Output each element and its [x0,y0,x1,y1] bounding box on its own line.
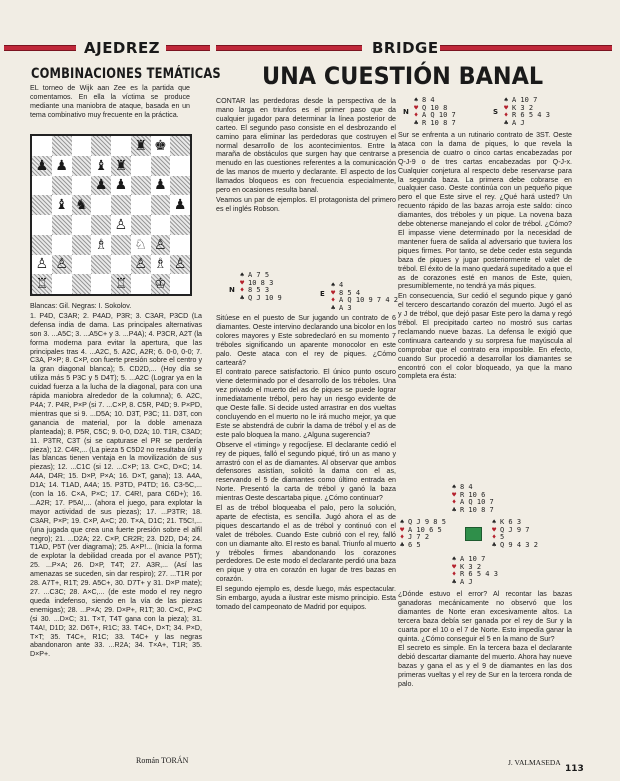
board-square [131,215,151,235]
board-square [72,156,92,176]
board-square [52,176,72,196]
chess-piece: ♝ [94,157,108,174]
spade-icon: ♠ [414,96,419,104]
paragraph: Sitúese en el puesto de Sur jugando un contrato de 6 diamantes. Oeste intervino declarando una bicolor en los colores mayores y Este sobredeclaró en su momento 7 tréboles significando un aparente monocolor en este palo. Oeste ataca con el rey de piques. ¿Cómo carteará? [216,314,396,367]
board-square [131,195,151,215]
chess-piece: ♗ [94,236,108,253]
suit-cards: Q 9 4 3 2 [500,540,538,549]
board-square [170,235,190,255]
board-square [32,195,52,215]
suit-cards: A 10 7 [512,96,538,104]
board-square [52,215,72,235]
board-square [151,274,171,294]
paragraph: Sur se enfrenta a un rutinario contrato de 3ST. Oeste ataca con la dama de piques, lo que revela la presencia de cuatro o cinco cartas encabezadas por Q-J-9 o de tres cartas encabezadas por Q-J-x. Cualquier conjetura al respecto debe reservarse para la segunda baza. La primera debe cobrarse en cualquier caso. Oeste continúa con un pequeño pique pero el que Este sirve el rey. ¿Qué hará usted? Un recuento rápido de las bazas arroja este saldo: cinco diamantes, dos tréboles y un pique. La novena baza debe obtenerse manejando el color de trébol. ¿Cómo? El impasse viene determinado por la necesidad de mantener fuera de salida al adversario que tuviera los piques firmes. Por tanto, se debe ceder esta segunda baza de piques y jugar posteriormente el valet de trébol. El éxito de la mano quedará supeditado a que el as de corazones esté en manos de Este, quien, presumiblemente, no tendrá ya más piques. [398,131,572,291]
bridge-col1-intro [216,97,396,269]
bridge-col1-body [216,314,396,766]
board-square [91,195,111,215]
heart-icon: ♥ [452,490,457,499]
chess-section-header: AJEDREZ [84,39,161,57]
spade-icon: ♠ [331,281,336,289]
board-square [111,156,131,176]
deal2-south-label: S [493,108,499,116]
deal2-south-hand [504,97,550,127]
suit-cards: R 10 8 7 [422,118,456,127]
bridge-article-title: UNA CUESTIÓN BANAL [262,62,544,90]
board-square [131,235,151,255]
paragraph: CONTAR las perdedoras desde la perspectiva de la mano larga en triunfos es el primer paso que da cualquier jugador para determinar la línea posterior de carteo. El segundo paso consiste en el desbrozando el camino para eliminar las perdedoras que costruyen el normal desarrollo de los acontecimientos. Entre la maraña de obstáculos que surgen hay que centrarse a menudo en las cuestiones referentes a la comunicación de las manos de muerto y declarante. El aspecto de los llamados bloqueos es con frecuencia especialmente, pero en ocasiones resulta banal. [216,97,396,195]
heart-icon: ♥ [400,525,405,534]
chess-header-bar-left [4,45,76,51]
suit-cards: 10 8 3 [248,278,274,287]
suit-cards: A J [460,577,473,586]
chess-piece: ♗ [154,256,167,273]
chess-header-bar-right [166,45,210,51]
suit-cards: J 7 2 [408,533,430,542]
chess-game-text [30,302,202,742]
suit-cards: K 3 2 [460,562,482,571]
board-square [111,274,131,294]
heart-icon: ♥ [414,103,419,112]
board-square [32,235,52,255]
club-icon: ♣ [400,540,405,549]
spade-icon: ♠ [504,96,509,104]
board-square [111,215,131,235]
hand-suit-line [504,112,550,120]
board-square [91,274,111,294]
suit-cards: 8 4 [460,483,473,491]
suit-cards: 8 5 4 [339,288,361,297]
board-square [170,136,190,156]
deal3-east-hand [492,519,538,549]
chess-piece: ♙ [35,256,49,273]
spade-icon: ♠ [400,518,405,526]
suit-cards: Q 10 8 [422,103,448,112]
club-icon: ♣ [452,505,457,514]
heart-icon: ♥ [240,278,245,287]
chess-piece: ♟ [173,197,187,214]
board-square [72,136,92,156]
paragraph: Veamos un par de ejemplos. El protagonista del primero es el inglés Robson. [216,195,396,213]
board-square [32,176,52,196]
board-square [91,156,111,176]
heart-icon: ♥ [492,525,497,534]
diamond-icon: ♦ [331,296,336,305]
board-square [52,136,72,156]
board-square [131,255,151,275]
diamond-icon: ♦ [400,533,405,542]
chess-piece: ♟ [55,157,68,174]
suit-cards: A 3 [339,303,352,312]
suit-cards: K 3 2 [512,103,534,112]
board-square [151,255,171,275]
board-square [170,176,190,196]
chess-piece: ♙ [114,216,128,233]
board-square [111,235,131,255]
club-icon: ♣ [452,577,457,586]
chess-piece: ♖ [35,276,49,293]
board-square [111,176,131,196]
hand-suit-line [400,534,446,542]
spade-icon: ♠ [240,271,245,279]
club-icon: ♣ [492,540,497,549]
bridge-header-bar-left [216,45,362,51]
board-square [52,195,72,215]
chess-piece: ♚ [154,137,167,154]
suit-cards: R 6 5 4 3 [460,570,498,579]
board-square [32,274,52,294]
deal1-east-label: E [320,290,325,298]
board-square [72,235,92,255]
suit-cards: A Q 10 7 [460,498,494,507]
diamond-icon: ♦ [504,111,509,120]
hand-suit-line [452,571,498,579]
deal1-north-hand [240,272,282,302]
suit-cards: Q J 9 8 5 [408,518,446,526]
paragraph: El secreto es simple. En la tercera baza el declarante debió descartar diamante del muerto. Ahora hay nueve bazas y gana el as y el 9 de diamantes en las dos primeras vueltas y el rey de Sur en la tercera ronda de palo. [398,644,572,689]
deal3-table [465,527,482,541]
deal2-north-hand [414,97,456,127]
paragraph: Observe el «timing» y regocíjese. El declarante cedió el rey de piques, falló el segundo piqué, tiró un as mano y arrastró con el as de diamantes. Al observar que ambos defensores asistían, solicitó la dama con el as, reservando el 5 de diamantes como último entrada en Norte. Presentó la carta de trébol y ganó la baza mientras Oeste descartaba pique. ¿Cómo continuar? [216,440,396,503]
deal1-east-hand [331,282,398,312]
heart-icon: ♥ [452,562,457,571]
board-square [91,136,111,156]
board-square [131,274,151,294]
suit-cards: R 6 5 4 3 [512,111,550,120]
chess-piece: ♙ [134,256,147,273]
bridge-col2-conclusion [398,590,572,740]
suit-cards: K 6 3 [500,518,522,526]
hand-suit-line [452,579,498,587]
suit-cards: 5 [500,533,505,542]
board-square [91,215,111,235]
chess-piece: ♙ [55,256,68,273]
deal2-north-label: N [403,108,409,116]
paragraph: El segundo ejemplo es, desde luego, más espectacular. Sin embargo, ayuda a ilustrar este mismo principio. Esta tomado del campeonato de Madrid por equipos. [216,585,396,611]
board-square [91,255,111,275]
board-square [151,235,171,255]
paragraph: En consecuencia, Sur cedió el segundo pique y ganó el tercero descartando corazón del muerto. Jugó el as y J de trébol, que dejó pasar Este pero la dama y regó trébol. El precipitado carteo no mostró sus cartas reclamando nueve bazas. La defensa le exigió que continuara carteando y su sorpresa fue mayúscula al comprobar que el contrato era imposible. En efecto, cuando Sur procedió a desarrollar los diamantes se encontró con el color bloqueado, ya que la mano completa era ésta: [398,292,572,381]
chess-piece: ♟ [114,177,128,194]
bridge-col2-body [398,131,572,479]
diamond-icon: ♦ [414,111,419,120]
diamond-icon: ♦ [452,570,457,579]
bridge-author: J. VALMASEDA [508,758,561,767]
hand-suit-line [492,542,538,550]
board-square [91,176,111,196]
board-square [131,156,151,176]
club-icon: ♣ [240,293,245,302]
page-number: 113 [565,764,584,774]
diamond-icon: ♦ [452,498,457,507]
board-square [170,156,190,176]
chess-author: Román TORÁN [136,756,189,765]
board-square [52,274,72,294]
chess-intro [30,84,190,130]
suit-cards: A Q 10 7 [422,111,456,120]
board-square [91,235,111,255]
board-square [131,176,151,196]
club-icon: ♣ [331,303,336,312]
bridge-header-bar-right [440,45,612,51]
board-square [52,255,72,275]
suit-cards: 8 4 [422,96,435,104]
chess-piece: ♟ [35,157,49,174]
board-square [111,195,131,215]
suit-cards: A 7 5 [248,271,270,279]
board-square [151,215,171,235]
hand-suit-line [504,120,550,128]
suit-cards: R 10 6 [460,490,486,499]
board-square [151,136,171,156]
suit-cards: A Q 10 9 7 4 2 [339,296,399,305]
hand-suit-line [452,507,494,515]
chess-piece: ♜ [134,137,147,154]
deal1-north-label: N [229,286,235,294]
suit-cards: A 10 6 5 [408,525,442,534]
suit-cards: R 10 8 7 [460,505,494,514]
club-icon: ♣ [414,118,419,127]
chess-piece: ♖ [114,276,128,293]
chess-piece: ♙ [154,236,167,253]
suit-cards: Q J 10 9 [248,293,282,302]
chess-board [30,134,192,296]
paragraph: Blancas: Gil. Negras: I. Sokolov. [30,302,132,310]
board-square [32,136,52,156]
deal3-south-hand [452,556,498,586]
board-square [72,255,92,275]
diamond-icon: ♦ [240,286,245,295]
board-square [111,136,131,156]
board-square [72,274,92,294]
spade-icon: ♠ [452,555,457,563]
hand-suit-line [492,527,538,535]
chess-piece: ♜ [114,157,128,174]
suit-cards: 6 5 [408,540,421,549]
spade-icon: ♠ [452,483,457,491]
hand-suit-line [400,542,446,550]
chess-piece: ♟ [94,177,108,194]
chess-piece: ♙ [173,256,187,273]
deal3-west-hand [400,519,446,549]
board-square [32,215,52,235]
chess-intro-text: EL torneo de Wijk aan Zee es la partida que comentamos. En ella la víctima se produce mediante una maniobra de ataque, basada en un tema combinativo muy frecuente en la práctica. [30,84,190,119]
paragraph: ¿Dónde estuvo el error? Al recontar las bazas ganadoras mecánicamente no observó que los diamantes de Norte eran excesivamente altos. La tercera baza debía ser ganada por el rey de Sur y la cuarta por el 10 o el 7 de Norte. Esto impedía ganar la quinta. ¿Cómo conseguir el 5 en la mano de Sur? [398,590,572,643]
chess-piece: ♟ [154,177,167,194]
hand-suit-line [331,305,398,313]
paragraph: El contrato parece satisfactorio. El único punto oscuro viene determinado por el desarrollo de los tréboles. Una vez privado el muerto del as de piques se puede lograr inmediatamente trébol, pero hay un riesgo evidente de que Oeste falle. Si decide usted arrastrar en dos vueltas concluyendo en el muerto no le irá mucho mejor, ya que Este se abstendrá de cubrir la dama de trébol y el as de este palo bloquea la mano. ¿Alguna sugerencia? [216,368,396,439]
board-square [151,195,171,215]
club-icon: ♣ [504,118,509,127]
heart-icon: ♥ [331,288,336,297]
suit-cards: 4 [339,281,344,289]
suit-cards: Q J 9 7 [500,525,530,534]
board-square [52,235,72,255]
hand-suit-line [240,295,282,303]
chess-article-title: COMBINACIONES TEMÁTICAS [31,66,221,82]
board-square [151,156,171,176]
board-square [72,215,92,235]
suit-cards: A 10 7 [460,555,486,563]
board-square [170,255,190,275]
chess-piece: ♔ [154,276,167,293]
deal3-north-hand [452,484,494,514]
board-square [52,156,72,176]
chess-piece: ♘ [134,236,147,253]
board-square [32,255,52,275]
paragraph: El as de trébol bloqueaba el palo, pero la solución, aparte de efectista, es sencilla. Jugó ahora el as de piques descartando el as de trébol y continuó con el valet de tréboles. Cuando Este cubrió con el rey, falló con un diamante alto. El resto es banal. Triunfo al muerto y tréboles firmes abandonando los corazones perdedores. De este modo el declarante perdió una baza en pique y otra en corazón en lugar de tres bazas en corazón. [216,504,396,584]
board-square [32,156,52,176]
paragraph: 1. P4D, C3AR; 2. P4AD, P3R; 3. C3AR, P3CD (La defensa india de dama. Las principales alternativas son 3. ...A5C; 3. ...A5C+ y 3. ...P4A); 4. P3CR, A2T (la forma moderna para evitar la apertura, que las principales tras 4. ...A2C, 5. A2C, A2R; 6. 0-0, 0-0; 7. C3A, P×P; 8. C×P, con fuerte presión sobre el centro y la gran diagonal blanca); 5. CD2D,... (Hoy día se utiliza más 5 P3C y 5 D4T); 5. ...A2C (Lograr ya en la cuidad fuerza a la lucha de la diagonal, para con una rápida maniobra alrededor de la columna); 6. A2C, P4A; 7. P4R, P×P (si 7. ...C×P, 8. C5R, P4D; 9. P×PD, mientras que si 9. ...D5A; 10. D3T, P3C; 11. D3T, con ganancia de material, por la doble amenaza planteada); 8. P5R, C5C; 9. 0-0, D2A; 10. T1R, C3AD; 11. P3TR, C3T (si se capturase el PR se perdería pieza); 12. C4R,... (La pieza 5 C5D2 no resultaba útil y las blancas tienen ventaja en la movilización de sus piezas); 12. ...C1C (si 12. ...C×P; 13. C×C, D×C; 14. A4A, D4R; 15. D×P, P×A; 16. D×T, gana); 13. A4A, D1A; 14. T1AD, A4A; 15. P3TD, P4TD; 16. C3-5C,... (con la 16. C×A, P×C; 17. C4R!, para C6D+); 16. ...A2R; 17. P5A!,... (ahora el juego, para explotar la mayor actividad de sus piezas); 17. ...P3TR; 18. C3AR, P×P; 19. C×P, A×C; 20. T×A, D1C; 21. T5C!,... (una jugada que crea una fuerte presión sobre el alfil negro); 21. ...D2A; 22. C×P, CR2R; 23. D2D, D4; 24. T1AD, P5T (ver diagrama); 25. A×P!... (Inicia la forma de explotar la debilidad creada por el avance P5T); 25. ...P×A; 26. D×P, T4T; 27. A3R,... (Así las amenazas se suceden, sin dar respiro); 27. ...T1R por 28. A7T+, R1T; 29. A5C+, 30. D7T+ y 31. D×P mate); 27. ...C3C; 28. A×C,... (de este modo el rey negro queda indefenso, siendo en la vía de las piezas enemigas); 28. ...P×A; 29. D×P+, R1T; 30. C×C, P×C (si 30. ...D×C; 31. T×T, T4T gana con la pieza); 31. T4A!, D1D; 32. D6T+, R1C; 33. T4C+, D×T; 34. P×D, T×T; 35. T4C+, R1C; 33. T4C+ y las negras abandonaron ante 33. ...R2A; 34. T×A+, T1R; 35. D×P+. [30,311,202,659]
board-square [151,176,171,196]
bridge-section-header: BRIDGE [372,39,439,57]
board-square [131,136,151,156]
board-square [170,195,190,215]
board-square [170,274,190,294]
board-square [72,195,92,215]
heart-icon: ♥ [504,103,509,112]
board-square [170,215,190,235]
diamond-icon: ♦ [492,533,497,542]
hand-suit-line [414,120,456,128]
chess-piece: ♝ [55,197,68,214]
suit-cards: A J [512,118,525,127]
board-square [72,176,92,196]
chess-piece: ♞ [75,197,88,214]
spade-icon: ♠ [492,518,497,526]
suit-cards: 8 5 3 [248,286,270,295]
board-square [111,255,131,275]
